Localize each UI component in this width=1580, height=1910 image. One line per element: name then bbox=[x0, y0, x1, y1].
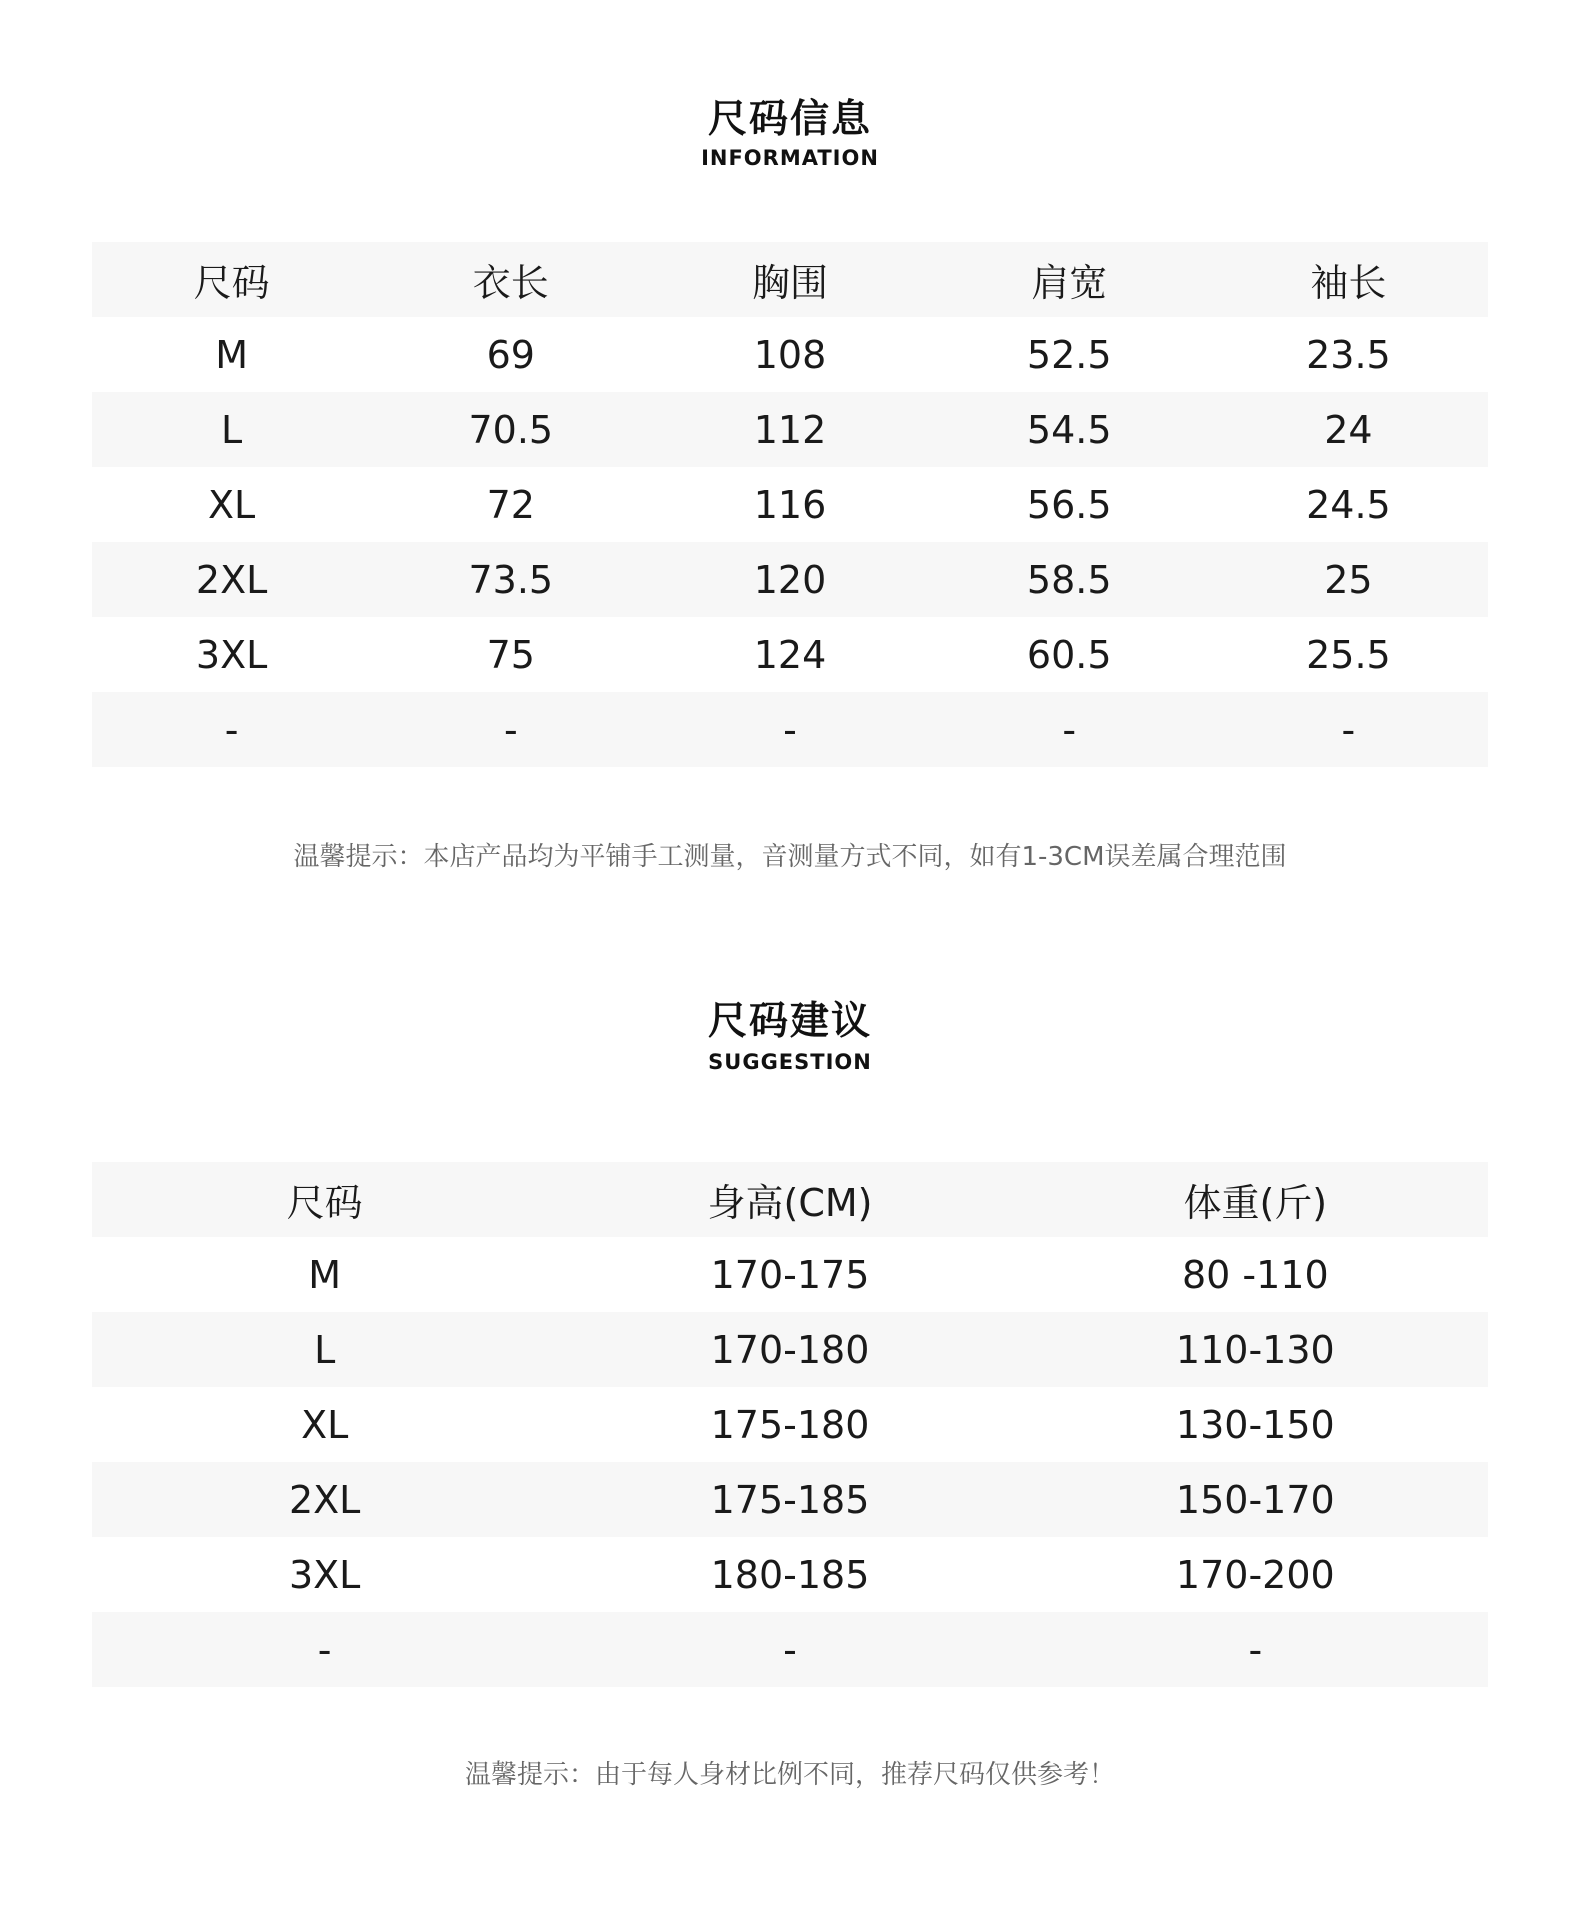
table-cell: 3XL bbox=[288, 1552, 361, 1597]
header-cell: 体重(斤) bbox=[1183, 1181, 1328, 1225]
table-row bbox=[92, 692, 1488, 767]
table-cell: 70.5 bbox=[468, 407, 554, 452]
table-row bbox=[92, 317, 1488, 392]
table-cell: - bbox=[1248, 1627, 1263, 1672]
table-cell: 56.5 bbox=[1026, 482, 1112, 527]
header-cell: 尺码 bbox=[193, 261, 270, 305]
table-cell: 170-175 bbox=[710, 1252, 870, 1297]
table-row bbox=[92, 392, 1488, 467]
suggestion-subtitle: SUGGESTION bbox=[708, 1050, 872, 1074]
table-cell: 108 bbox=[753, 332, 827, 377]
table-cell: 58.5 bbox=[1026, 557, 1112, 602]
table-cell: 60.5 bbox=[1026, 632, 1112, 677]
table-row bbox=[92, 1387, 1488, 1462]
header-cell: 胸围 bbox=[752, 261, 829, 305]
table-cell: 180-185 bbox=[710, 1552, 870, 1597]
table-cell: L bbox=[314, 1327, 336, 1372]
table-header-row bbox=[92, 242, 1488, 317]
table-cell: 24.5 bbox=[1306, 482, 1391, 527]
table-row bbox=[92, 1237, 1488, 1312]
table-cell: - bbox=[1341, 707, 1356, 752]
table-cell: 25 bbox=[1324, 557, 1373, 602]
table-cell: 175-180 bbox=[710, 1402, 870, 1447]
header-cell: 袖长 bbox=[1310, 261, 1387, 305]
table-cell: 120 bbox=[753, 557, 827, 602]
table-row bbox=[92, 617, 1488, 692]
header-cell: 衣长 bbox=[472, 261, 549, 305]
table-cell: XL bbox=[301, 1402, 349, 1447]
table-cell: M bbox=[308, 1252, 342, 1297]
table-cell: XL bbox=[208, 482, 256, 527]
table-cell: - bbox=[503, 707, 518, 752]
info-title: 尺码信息 bbox=[707, 97, 872, 142]
table-cell: 130-150 bbox=[1175, 1402, 1335, 1447]
table-header-row bbox=[92, 1162, 1488, 1237]
table-cell: 69 bbox=[486, 332, 535, 377]
table-cell: 170-200 bbox=[1175, 1552, 1335, 1597]
table-cell: - bbox=[783, 1627, 797, 1672]
table-row bbox=[92, 1312, 1488, 1387]
table-cell: 73.5 bbox=[468, 557, 554, 602]
table-cell: 54.5 bbox=[1026, 407, 1112, 452]
table-cell: 2XL bbox=[195, 557, 268, 602]
table-row bbox=[92, 1537, 1488, 1612]
table-cell: 3XL bbox=[195, 632, 268, 677]
table-cell: 2XL bbox=[288, 1477, 361, 1522]
table-row bbox=[92, 1612, 1488, 1687]
table-cell: 150-170 bbox=[1175, 1477, 1335, 1522]
table-cell: - bbox=[224, 707, 239, 752]
table-cell: M bbox=[215, 332, 248, 377]
suggestion-note: 温馨提示：由于每人身材比例不同，推荐尺码仅供参考！ bbox=[464, 1760, 1115, 1790]
table-cell: 72 bbox=[486, 482, 535, 527]
table-row bbox=[92, 542, 1488, 617]
table-cell: 175-185 bbox=[710, 1477, 870, 1522]
size-info-table bbox=[92, 242, 1488, 767]
table-cell: 24 bbox=[1324, 407, 1373, 452]
table-row bbox=[92, 1462, 1488, 1537]
table-cell: 116 bbox=[753, 482, 827, 527]
table-cell: L bbox=[221, 407, 243, 452]
table-cell: 110-130 bbox=[1175, 1327, 1335, 1372]
table-cell: 170-180 bbox=[710, 1327, 870, 1372]
table-cell: - bbox=[1062, 707, 1077, 752]
table-cell: 23.5 bbox=[1306, 332, 1391, 377]
table-cell: 80 -110 bbox=[1181, 1252, 1329, 1297]
table-cell: - bbox=[783, 707, 797, 752]
suggestion-title: 尺码建议 bbox=[707, 999, 872, 1044]
header-cell: 尺码 bbox=[286, 1181, 363, 1225]
table-cell: - bbox=[317, 1627, 332, 1672]
header-cell: 身高(CM) bbox=[707, 1181, 873, 1225]
table-cell: 52.5 bbox=[1026, 332, 1112, 377]
info-subtitle: INFORMATION bbox=[701, 146, 879, 170]
header-cell: 肩宽 bbox=[1031, 261, 1108, 305]
table-cell: 75 bbox=[486, 632, 535, 677]
table-row bbox=[92, 467, 1488, 542]
table-cell: 25.5 bbox=[1306, 632, 1391, 677]
info-note: 温馨提示：本店产品均为平铺手工测量，音测量方式不同，如有1-3CM误差属合理范围 bbox=[293, 842, 1287, 872]
table-cell: 124 bbox=[753, 632, 827, 677]
size-suggestion-table bbox=[92, 1162, 1488, 1687]
table-cell: 112 bbox=[753, 407, 827, 452]
